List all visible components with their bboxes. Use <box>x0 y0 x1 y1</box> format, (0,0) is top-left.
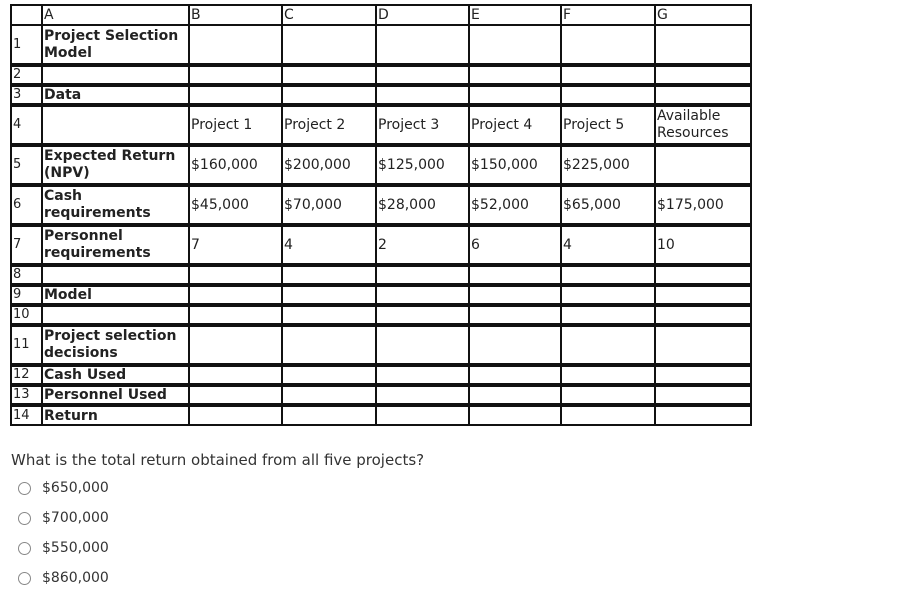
cell-f9[interactable] <box>561 285 655 305</box>
row-number[interactable]: 1 <box>11 25 42 65</box>
cell-b1[interactable] <box>189 25 282 65</box>
cell-d4[interactable]: Project 3 <box>376 105 469 145</box>
sheet-row-1 <box>11 25 751 65</box>
cell-g2[interactable] <box>655 65 751 85</box>
answer-option-label: $550,000 <box>42 540 109 556</box>
column-header-row <box>11 5 751 25</box>
column-header-f[interactable]: F <box>561 5 655 25</box>
sheet-row-12 <box>11 365 751 385</box>
cell-c9[interactable] <box>282 285 376 305</box>
radio-button-icon[interactable] <box>18 512 31 525</box>
cell-d8[interactable] <box>376 265 469 285</box>
cell-c5[interactable]: $200,000 <box>282 145 376 185</box>
cell-g1[interactable] <box>655 25 751 65</box>
cell-b13[interactable] <box>189 385 282 405</box>
cell-d1[interactable] <box>376 25 469 65</box>
cell-d14[interactable] <box>376 405 469 425</box>
column-header-c[interactable]: C <box>282 5 376 25</box>
cell-c10[interactable] <box>282 305 376 325</box>
cell-f13[interactable] <box>561 385 655 405</box>
cell-b12[interactable] <box>189 365 282 385</box>
cell-b10[interactable] <box>189 305 282 325</box>
row-number[interactable]: 8 <box>11 265 42 285</box>
cell-f6[interactable]: $65,000 <box>561 185 655 225</box>
sheet-row-13 <box>11 385 751 405</box>
cell-f2[interactable] <box>561 65 655 85</box>
sheet-row-6 <box>11 185 751 225</box>
cell-b8[interactable] <box>189 265 282 285</box>
answer-option-4[interactable] <box>18 568 109 588</box>
cell-d5[interactable]: $125,000 <box>376 145 469 185</box>
radio-button-icon[interactable] <box>18 572 31 585</box>
cell-b2[interactable] <box>189 65 282 85</box>
cell-c3[interactable] <box>282 85 376 105</box>
column-header-g[interactable]: G <box>655 5 751 25</box>
spreadsheet-table <box>10 4 752 426</box>
cell-c7[interactable]: 4 <box>282 225 376 265</box>
cell-e9[interactable] <box>469 285 561 305</box>
radio-button-icon[interactable] <box>18 542 31 555</box>
cell-f12[interactable] <box>561 365 655 385</box>
row-number[interactable]: 13 <box>11 385 42 405</box>
cell-a9[interactable]: Model <box>42 285 189 305</box>
row-number[interactable]: 10 <box>11 305 42 325</box>
corner-cell <box>11 5 42 25</box>
cell-g9[interactable] <box>655 285 751 305</box>
cell-a5[interactable]: Expected Return (NPV) <box>42 145 189 185</box>
sheet-row-7 <box>11 225 751 265</box>
cell-b14[interactable] <box>189 405 282 425</box>
cell-a14[interactable]: Return <box>42 405 189 425</box>
cell-d12[interactable] <box>376 365 469 385</box>
cell-f1[interactable] <box>561 25 655 65</box>
column-header-b[interactable]: B <box>189 5 282 25</box>
cell-b3[interactable] <box>189 85 282 105</box>
cell-g12[interactable] <box>655 365 751 385</box>
answer-option-1[interactable] <box>18 478 109 498</box>
cell-a4[interactable] <box>42 105 189 145</box>
cell-g6[interactable]: $175,000 <box>655 185 751 225</box>
radio-button-icon[interactable] <box>18 482 31 495</box>
cell-g13[interactable] <box>655 385 751 405</box>
sheet-row-5 <box>11 145 751 185</box>
row-number[interactable]: 4 <box>11 105 42 145</box>
sheet-row-14 <box>11 405 751 425</box>
cell-e4[interactable]: Project 4 <box>469 105 561 145</box>
cell-c6[interactable]: $70,000 <box>282 185 376 225</box>
row-number[interactable]: 9 <box>11 285 42 305</box>
cell-c11[interactable] <box>282 325 376 365</box>
row-number[interactable]: 14 <box>11 405 42 425</box>
cell-d3[interactable] <box>376 85 469 105</box>
cell-e2[interactable] <box>469 65 561 85</box>
cell-f3[interactable] <box>561 85 655 105</box>
answer-option-label: $860,000 <box>42 570 109 586</box>
cell-c13[interactable] <box>282 385 376 405</box>
cell-e13[interactable] <box>469 385 561 405</box>
column-header-d[interactable]: D <box>376 5 469 25</box>
cell-d7[interactable]: 2 <box>376 225 469 265</box>
cell-d6[interactable]: $28,000 <box>376 185 469 225</box>
cell-c8[interactable] <box>282 265 376 285</box>
sheet-row-9 <box>11 285 751 305</box>
cell-b11[interactable] <box>189 325 282 365</box>
cell-c1[interactable] <box>282 25 376 65</box>
cell-e3[interactable] <box>469 85 561 105</box>
cell-c12[interactable] <box>282 365 376 385</box>
cell-g11[interactable] <box>655 325 751 365</box>
cell-g7[interactable]: 10 <box>655 225 751 265</box>
answer-option-2[interactable] <box>18 508 109 528</box>
cell-e5[interactable]: $150,000 <box>469 145 561 185</box>
cell-g10[interactable] <box>655 305 751 325</box>
cell-e14[interactable] <box>469 405 561 425</box>
row-number[interactable]: 11 <box>11 325 42 365</box>
cell-e1[interactable] <box>469 25 561 65</box>
sheet-row-11 <box>11 325 751 365</box>
cell-f10[interactable] <box>561 305 655 325</box>
cell-b5[interactable]: $160,000 <box>189 145 282 185</box>
sheet-row-8 <box>11 265 751 285</box>
cell-c14[interactable] <box>282 405 376 425</box>
question-text: What is the total return obtained from all five projects? <box>11 451 425 469</box>
cell-d2[interactable] <box>376 65 469 85</box>
cell-a1[interactable]: Project Selection Model <box>42 25 189 65</box>
row-number[interactable]: 5 <box>11 145 42 185</box>
answer-option-label: $650,000 <box>42 480 109 496</box>
sheet-row-10 <box>11 305 751 325</box>
answer-option-3[interactable] <box>18 538 109 558</box>
answer-option-label: $700,000 <box>42 510 109 526</box>
sheet-row-4 <box>11 105 751 145</box>
cell-f7[interactable]: 4 <box>561 225 655 265</box>
cell-e11[interactable] <box>469 325 561 365</box>
cell-a7[interactable]: Personnel requirements <box>42 225 189 265</box>
cell-a6[interactable]: Cash requirements <box>42 185 189 225</box>
sheet-row-3 <box>11 85 751 105</box>
cell-g14[interactable] <box>655 405 751 425</box>
row-number[interactable]: 2 <box>11 65 42 85</box>
cell-b7[interactable]: 7 <box>189 225 282 265</box>
cell-g5[interactable] <box>655 145 751 185</box>
cell-d9[interactable] <box>376 285 469 305</box>
cell-e6[interactable]: $52,000 <box>469 185 561 225</box>
cell-a12[interactable]: Cash Used <box>42 365 189 385</box>
row-number[interactable]: 6 <box>11 185 42 225</box>
cell-a13[interactable]: Personnel Used <box>42 385 189 405</box>
cell-a2[interactable] <box>42 65 189 85</box>
cell-g4[interactable]: Available Resources <box>655 105 751 145</box>
cell-d11[interactable] <box>376 325 469 365</box>
cell-a8[interactable] <box>42 265 189 285</box>
cell-e7[interactable]: 6 <box>469 225 561 265</box>
cell-b9[interactable] <box>189 285 282 305</box>
cell-g8[interactable] <box>655 265 751 285</box>
cell-f14[interactable] <box>561 405 655 425</box>
cell-e8[interactable] <box>469 265 561 285</box>
cell-f5[interactable]: $225,000 <box>561 145 655 185</box>
cell-f11[interactable] <box>561 325 655 365</box>
cell-d13[interactable] <box>376 385 469 405</box>
column-header-a[interactable]: A <box>42 5 189 25</box>
cell-d10[interactable] <box>376 305 469 325</box>
sheet-row-2 <box>11 65 751 85</box>
row-number[interactable]: 12 <box>11 365 42 385</box>
cell-e10[interactable] <box>469 305 561 325</box>
cell-e12[interactable] <box>469 365 561 385</box>
cell-a10[interactable] <box>42 305 189 325</box>
column-header-e[interactable]: E <box>469 5 561 25</box>
cell-a11[interactable]: Project selection decisions <box>42 325 189 365</box>
cell-f4[interactable]: Project 5 <box>561 105 655 145</box>
row-number[interactable]: 3 <box>11 85 42 105</box>
cell-c4[interactable]: Project 2 <box>282 105 376 145</box>
cell-g3[interactable] <box>655 85 751 105</box>
cell-f8[interactable] <box>561 265 655 285</box>
row-number[interactable]: 7 <box>11 225 42 265</box>
cell-b6[interactable]: $45,000 <box>189 185 282 225</box>
cell-a3[interactable]: Data <box>42 85 189 105</box>
cell-b4[interactable]: Project 1 <box>189 105 282 145</box>
cell-c2[interactable] <box>282 65 376 85</box>
